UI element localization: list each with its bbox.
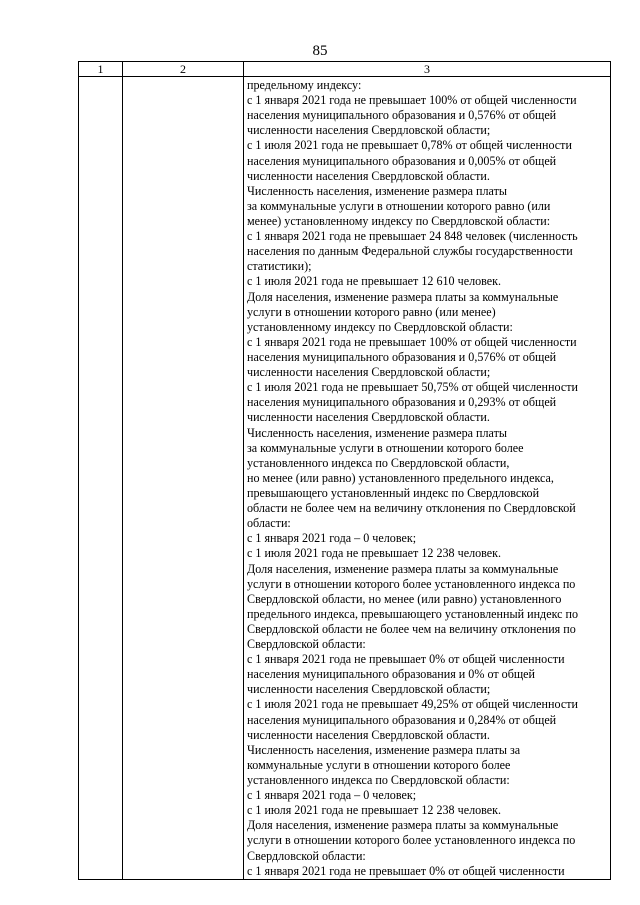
text-line: превышающего установленный индекс по Свердловской bbox=[247, 485, 540, 500]
text-line: с 1 января 2021 года не превышает 0% от общей численности bbox=[247, 652, 565, 667]
text-line: Доля населения, изменение размера платы за коммунальные bbox=[247, 289, 559, 304]
text-line: коммунальные услуги в отношении которого более bbox=[247, 757, 511, 772]
text-line: предельного индекса, превышающего установленный индекс по bbox=[247, 606, 579, 621]
text-line: установленного индекса по Свердловской области: bbox=[247, 773, 510, 788]
text-line: населения муниципального образования и 0,576% от общей bbox=[247, 349, 557, 364]
text-line: Доля населения, изменение размера платы за коммунальные bbox=[247, 561, 559, 576]
text-line: услуги в отношении которого более установленного индекса по bbox=[247, 833, 576, 848]
text-line: услуги в отношении которого равно (или менее) bbox=[247, 304, 496, 319]
document-table bbox=[78, 61, 611, 880]
text-line: населения муниципального образования и 0,005% от общей bbox=[247, 153, 557, 168]
text-line: услуги в отношении которого более установленного индекса по bbox=[247, 576, 576, 591]
text-line: Свердловской области, но менее (или равно) установленного bbox=[247, 591, 562, 606]
text-line: Численность населения, изменение размера платы bbox=[247, 183, 507, 198]
text-line: установленному индексу по Свердловской области: bbox=[247, 319, 513, 334]
text-line: с 1 января 2021 года не превышает 0% от общей численности bbox=[247, 863, 565, 878]
text-line: области не более чем на величину отклонения по Свердловской bbox=[247, 501, 576, 516]
text-line: с 1 января 2021 года – 0 человек; bbox=[247, 788, 417, 803]
header-col-2: 2 bbox=[123, 62, 244, 77]
text-line: но менее (или равно) установленного предельного индекса, bbox=[247, 470, 554, 485]
cell-col-3 bbox=[244, 77, 611, 880]
table-row bbox=[79, 77, 611, 880]
text-line: численности населения Свердловской области. bbox=[247, 410, 490, 425]
text-line: численности населения Свердловской области; bbox=[247, 682, 491, 697]
text-line: населения по данным Федеральной службы государственности bbox=[247, 244, 573, 259]
cell-col-2 bbox=[123, 77, 244, 880]
text-line: населения муниципального образования и 0,284% от общей bbox=[247, 712, 557, 727]
text-line: Численность населения, изменение размера платы за bbox=[247, 742, 521, 757]
text-line: с 1 июля 2021 года не превышает 49,25% от общей численности bbox=[247, 697, 578, 712]
table-header-row bbox=[79, 62, 611, 77]
text-line: предельному индексу: bbox=[247, 78, 362, 92]
text-line: области: bbox=[247, 516, 291, 531]
text-line: населения муниципального образования и 0% от общей bbox=[247, 667, 535, 682]
text-line: численности населения Свердловской области. bbox=[247, 727, 490, 742]
text-line: с 1 июля 2021 года не превышает 12 238 человек. bbox=[247, 546, 502, 561]
text-line: Доля населения, изменение размера платы за коммунальные bbox=[247, 818, 559, 833]
header-col-3: 3 bbox=[244, 62, 611, 77]
text-line: с 1 июля 2021 года не превышает 12 238 человек. bbox=[247, 803, 502, 818]
text-line: Свердловской области: bbox=[247, 848, 366, 863]
text-line: численности населения Свердловской области. bbox=[247, 168, 490, 183]
text-line: за коммунальные услуги в отношении которого более bbox=[247, 440, 524, 455]
text-line: с 1 января 2021 года не превышает 100% от общей численности bbox=[247, 93, 577, 108]
text-line: Численность населения, изменение размера платы bbox=[247, 425, 507, 440]
text-line: с 1 января 2021 года не превышает 24 848 человек (численность bbox=[247, 229, 578, 244]
text-line: с 1 июля 2021 года не превышает 12 610 человек. bbox=[247, 274, 502, 289]
text-line: с 1 января 2021 года – 0 человек; bbox=[247, 531, 417, 546]
header-col-1: 1 bbox=[79, 62, 123, 77]
text-line: Свердловской области: bbox=[247, 637, 366, 652]
text-line: населения муниципального образования и 0,293% от общей bbox=[247, 395, 557, 410]
text-line: с 1 июля 2021 года не превышает 0,78% от общей численности bbox=[247, 138, 572, 153]
text-line: установленного индекса по Свердловской области, bbox=[247, 455, 510, 470]
page-number: 85 bbox=[312, 43, 328, 59]
text-line: Свердловской области не более чем на величину отклонения по bbox=[247, 621, 576, 636]
text-line: численности населения Свердловской области; bbox=[247, 365, 491, 380]
text-line: с 1 января 2021 года не превышает 100% от общей численности bbox=[247, 334, 577, 349]
text-line: населения муниципального образования и 0,576% от общей bbox=[247, 108, 557, 123]
text-line: статистики); bbox=[247, 259, 312, 274]
text-line: менее) установленному индексу по Свердловской области: bbox=[247, 213, 551, 228]
col-3-text bbox=[244, 77, 610, 879]
text-line: численности населения Свердловской области; bbox=[247, 123, 491, 138]
cell-col-1 bbox=[79, 77, 123, 880]
text-line: за коммунальные услуги в отношении которого равно (или bbox=[247, 198, 551, 213]
text-line: с 1 июля 2021 года не превышает 50,75% от общей численности bbox=[247, 380, 578, 395]
